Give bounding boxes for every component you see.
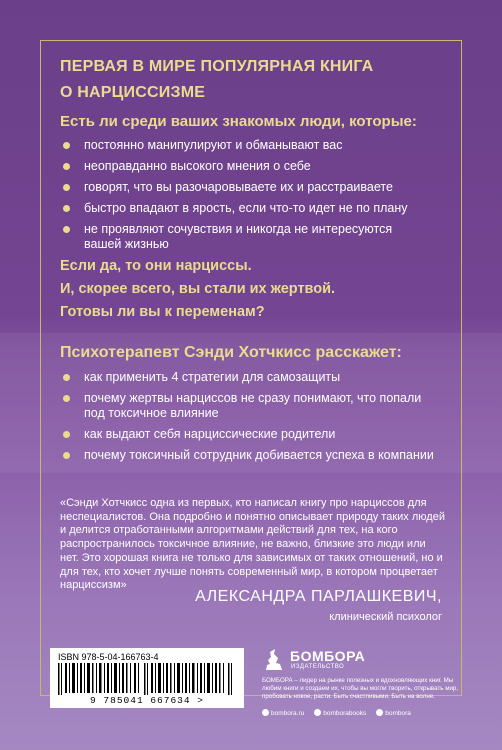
list-item: как выдают себя нарциссические родители: [60, 427, 450, 442]
publisher-about: БОМБОРА – лидер на рынке полезных и вдохновляющих книг. Мы любим книги и создаем их, чтобы вы могли творить, открывать мир, пробовать новое, расти. Быть счастливыми. Быть на волне.: [262, 677, 459, 700]
promise-heading: Психотерапевт Сэнди Хотчкисс расскажет:: [60, 344, 402, 361]
vk-icon: [314, 709, 321, 716]
list-item: быстро впадают в ярость, если что-то идет не по плану: [60, 201, 450, 216]
list-item: не проявляют сочувствия и никогда не интересуются вашей жизнью: [60, 222, 424, 252]
promises-list: [60, 370, 450, 469]
headline-line-2: О НАРЦИССИЗМЕ: [60, 84, 206, 101]
publisher-social: [262, 709, 411, 717]
list-item: как применить 4 стратегии для самозащиты: [60, 370, 450, 385]
list-item: почему токсичный сотрудник добивается успеха в компании: [60, 448, 450, 463]
social-telegram[interactable]: bombora: [376, 709, 411, 717]
bombora-logo-icon: [262, 646, 286, 672]
headline: [60, 54, 373, 106]
isbn-label: ISBN 978-5-04-166763-4: [58, 652, 159, 662]
conclusion-block: [60, 255, 335, 324]
barcode: [50, 648, 244, 708]
social-vk[interactable]: bomborabooks: [314, 709, 366, 717]
list-item: говорят, что вы разочаровываете их и расстраиваете: [60, 180, 450, 195]
traits-list: [60, 138, 450, 258]
headline-line-1: ПЕРВАЯ В МИРЕ ПОПУЛЯРНАЯ КНИГА: [60, 58, 374, 75]
list-item: неоправданно высокого мнения о себе: [60, 159, 450, 174]
author-role: клинический психолог: [329, 611, 442, 623]
conclusion-line: И, скорее всего, вы стали их жертвой.: [60, 281, 336, 297]
telegram-icon: [376, 709, 383, 716]
quote-author: АЛЕКСАНДРА ПАРЛАШКЕВИЧ,: [195, 588, 442, 605]
barcode-bars-icon: [56, 663, 238, 695]
review-quote: «Сэнди Хотчкисс одна из первых, кто написал книгу про нарциссов для неспециалистов. Она подробно и понятно описывает природу таких людей и делится отработанными алгоритмами действий для тех, на кого распространилось токсичное влияние, не важно, близкие это люди или нет. Это хорошая книга не только для зависимых от таких отношений, но и для тех, кто хочет лучше понять современный мир, в котором процветает нарциссизм»: [60, 497, 445, 592]
publisher-name: БОМБОРА: [290, 648, 366, 664]
social-site[interactable]: bombora.ru: [262, 709, 304, 717]
question-heading: Есть ли среди ваших знакомых люди, которые:: [60, 113, 417, 130]
publisher-sub: ИЗДАТЕЛЬСТВО: [291, 664, 345, 670]
list-item: почему жертвы нарциссов не сразу понимают, что попали под токсичное влияние: [60, 391, 424, 421]
globe-icon: [262, 709, 269, 716]
list-item: постоянно манипулируют и обманывают вас: [60, 138, 450, 153]
barcode-digits: 9 785041 667634 >: [90, 695, 204, 706]
conclusion-line: Готовы ли вы к переменам?: [60, 304, 265, 320]
conclusion-line: Если да, то они нарциссы.: [60, 258, 252, 274]
